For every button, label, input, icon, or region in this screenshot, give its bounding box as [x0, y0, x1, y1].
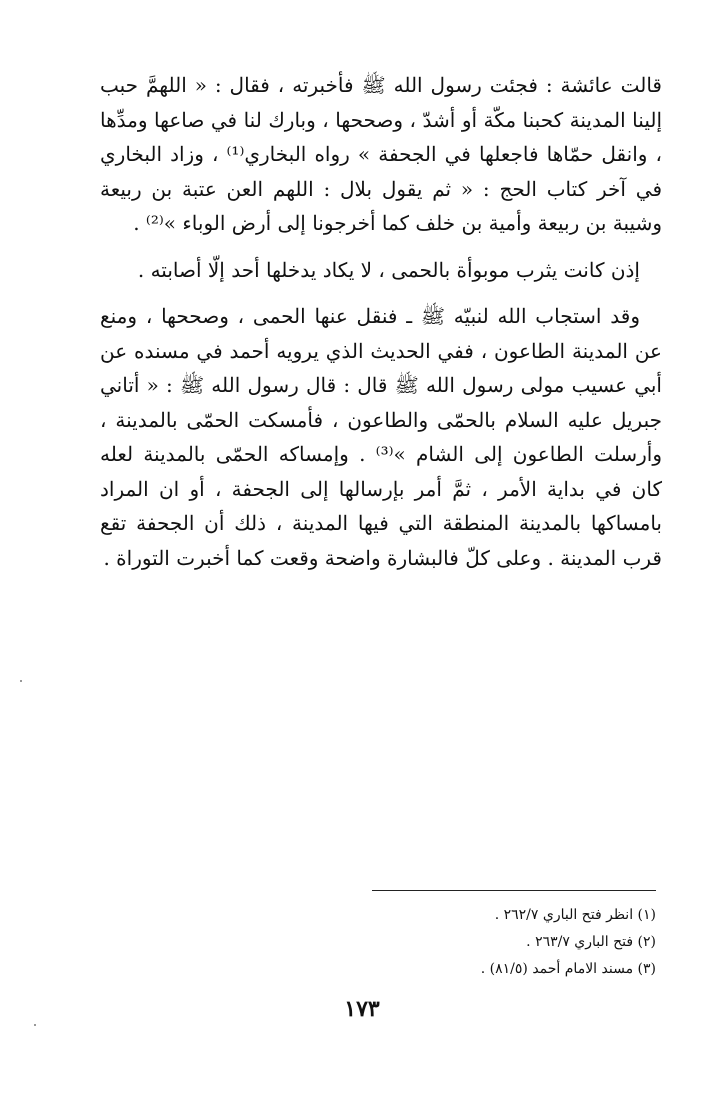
footnote-2: (٢) فتح الباري ٢٦٣/٧ .: [526, 934, 656, 950]
paragraph-answered-prayer: وقد استجاب الله لنبيّه ﷺ ـ فنقل عنها الحمى ، وصححها ، ومنع عن المدينة الطاعون ، ففي الحديث الذي يرويه أحمد في مسنده عن أبي عسيب مولى رسول الله ﷺ قال : قال رسول الله ﷺ : « أتاني جبريل عليه السلام بالحمّى والطاعون ، فأمسكت الحمّى بالمدينة ، وأرسلت الطاعون إلى الشام »⁽³⁾ . وإمساكه الحمّى بالمدينة لعله كان في بداية الأمر ، ثمَّ أمر بإرسالها إلى الجحفة ، أو ان المراد بامساكها بالمدينة المنطقة التي فيها المدينة ، ذلك أن الجحفة تقع قرب المدينة . وعلى كلّ فالبشارة واضحة وقعت كما أخبرت التوراة .: [100, 304, 662, 570]
paragraph-yathrib-fever: إذن كانت يثرب موبوأة بالحمى ، لا يكاد يدخلها أحد إلّا أصابته .: [137, 257, 640, 282]
page-number: ١٧٣: [344, 996, 380, 1022]
footnotes: [372, 902, 656, 983]
main-text: [100, 68, 662, 575]
scan-speck: [34, 1024, 36, 1026]
footnote-divider: [372, 890, 656, 891]
scan-speck: [20, 680, 22, 682]
footnote-3: (٣) مسند الامام أحمد (٨١/٥) .: [480, 961, 656, 977]
footnote-1: (١) انظر فتح الباري ٢٦٢/٧ .: [494, 907, 656, 923]
paragraph-aisha-hadith: قالت عائشة : فجئت رسول الله ﷺ فأخبرته ، فقال : « اللهمَّ حبب إلينا المدينة كحبنا مكّة أو أشدّ ، وصححها ، وبارك لنا في صاعها ومدِّها ، وانقل حمّاها فاجعلها في الجحفة » رواه البخاري⁽¹⁾ ، وزاد البخاري في آخر كتاب الحج : « ثم يقول بلال : اللهم العن عتبة بن ربيعة وشيبة بن ربيعة وأمية بن خلف كما أخرجونا إلى أرض الوباء »⁽²⁾ .: [100, 73, 662, 235]
